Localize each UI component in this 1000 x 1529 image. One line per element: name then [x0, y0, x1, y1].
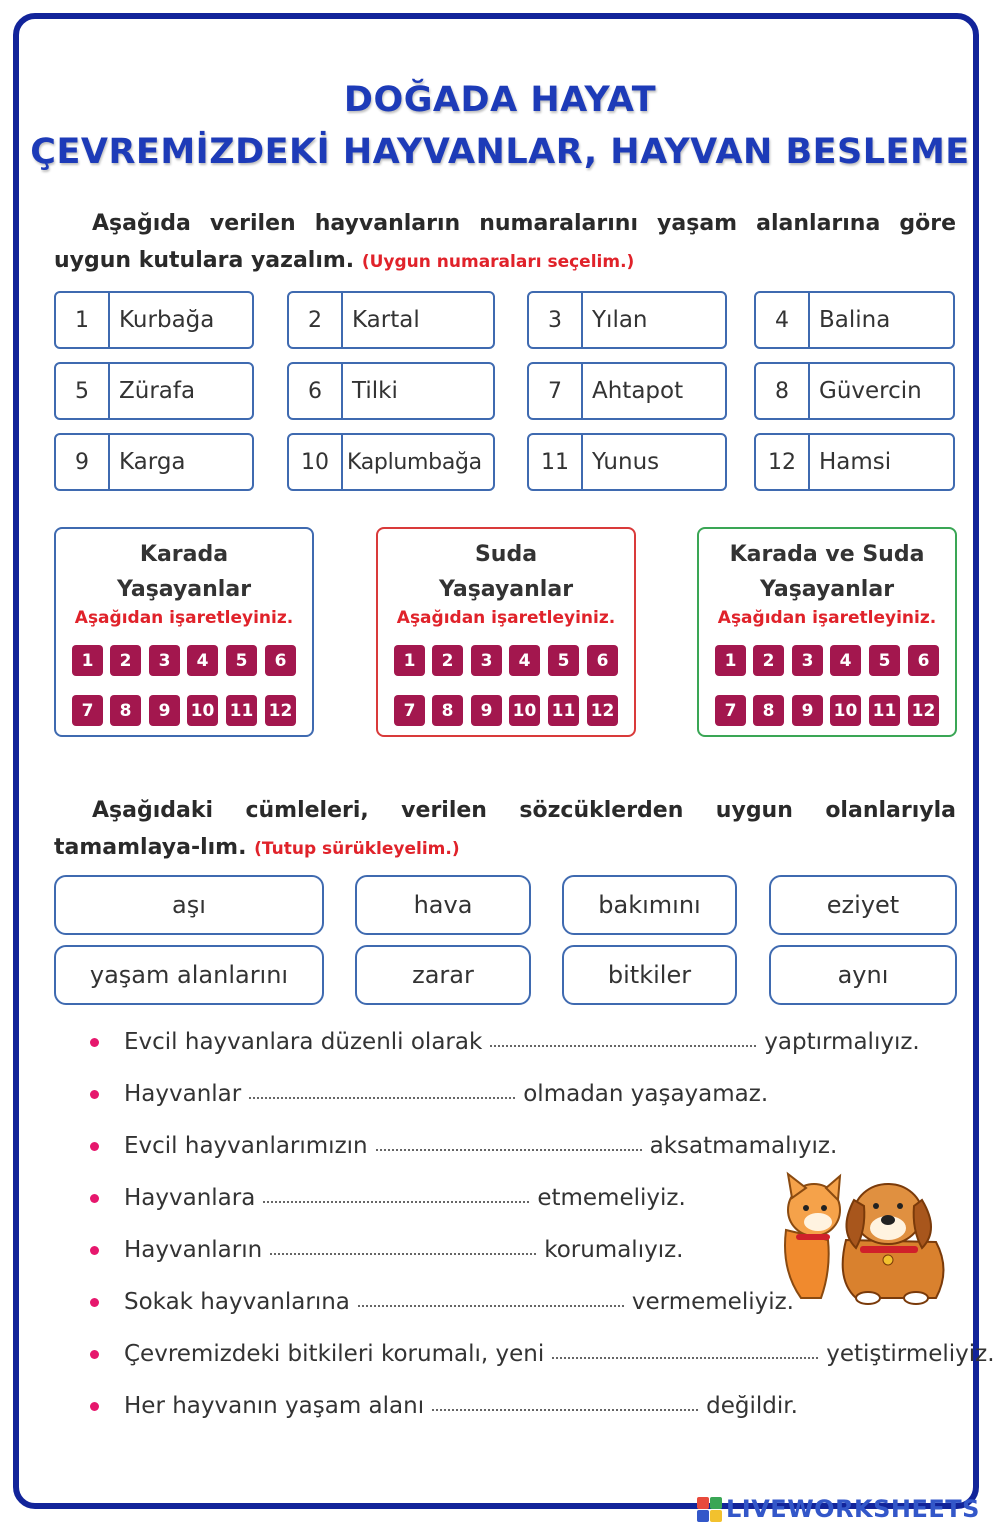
word-chip-5[interactable]: yaşam alanlarını — [54, 945, 324, 1005]
animal-item-9 — [54, 433, 254, 491]
animal-number: 11 — [529, 435, 583, 489]
bullet-icon — [90, 1350, 99, 1359]
group-3 — [697, 527, 957, 737]
section2-instruction-text: Aşağıdaki cümleleri, verilen sözcüklerden uygun olanlarıyla tamamlaya-lım. — [54, 798, 956, 860]
animal-name: Kaplumbağa — [347, 449, 482, 475]
number-chip-2[interactable]: 2 — [110, 645, 141, 676]
sentence-end: olmadan yaşayamaz. — [523, 1081, 769, 1107]
group-instruction: Aşağıdan işaretleyiniz. — [396, 608, 616, 628]
sentence-2 — [90, 1079, 768, 1109]
group-title — [699, 537, 955, 607]
section2-hint: (Tutup sürükleyelim.) — [254, 839, 460, 859]
sentence-7 — [90, 1339, 995, 1369]
section1-instruction — [54, 205, 956, 281]
bullet-icon — [90, 1194, 99, 1203]
sentence-3 — [90, 1131, 837, 1161]
sentence-end: yaptırmalıyız. — [764, 1029, 920, 1055]
group-title — [56, 537, 312, 607]
bullet-icon — [90, 1142, 99, 1151]
animal-item-5 — [54, 362, 254, 420]
sentence-end: etmemeliyiz. — [537, 1185, 686, 1211]
number-chip-5[interactable]: 5 — [869, 645, 900, 676]
animal-item-8 — [754, 362, 955, 420]
animal-item-7 — [527, 362, 727, 420]
number-chip-1[interactable]: 1 — [715, 645, 746, 676]
animal-name: Zürafa — [119, 378, 196, 404]
animal-number: 8 — [756, 364, 810, 418]
number-chip-11[interactable]: 11 — [869, 695, 900, 726]
page-subtitle: ÇEVREMİZDEKİ HAYVANLAR, HAYVAN BESLEME — [30, 132, 970, 172]
word-chip-6[interactable]: zarar — [355, 945, 531, 1005]
number-chip-12[interactable]: 12 — [587, 695, 618, 726]
sentence-end: korumalıyız. — [544, 1237, 684, 1263]
number-chip-9[interactable]: 9 — [792, 695, 823, 726]
number-chip-1[interactable]: 1 — [72, 645, 103, 676]
number-chip-12[interactable]: 12 — [908, 695, 939, 726]
animal-item-2 — [287, 291, 495, 349]
bullet-icon — [90, 1038, 99, 1047]
sentence-5 — [90, 1235, 683, 1265]
brand-name: LIVEWORKSHEETS — [726, 1495, 980, 1523]
sentence-start: Hayvanlara — [124, 1185, 256, 1211]
number-chip-12[interactable]: 12 — [265, 695, 296, 726]
sentence-end: yetiştirmeliyiz. — [826, 1341, 995, 1367]
brand-logo-icon — [697, 1497, 722, 1522]
word-chip-4[interactable]: eziyet — [769, 875, 957, 935]
animal-name: Yılan — [592, 307, 648, 333]
number-chip-1[interactable]: 1 — [394, 645, 425, 676]
number-chip-4[interactable]: 4 — [830, 645, 861, 676]
animal-name: Güvercin — [819, 378, 922, 404]
animal-number: 7 — [529, 364, 583, 418]
number-chip-4[interactable]: 4 — [509, 645, 540, 676]
animal-number: 2 — [289, 293, 343, 347]
animal-name: Kartal — [352, 307, 420, 333]
animal-number: 4 — [756, 293, 810, 347]
animal-name: Tilki — [352, 378, 398, 404]
sentence-end: değildir. — [706, 1393, 798, 1419]
number-chip-8[interactable]: 8 — [753, 695, 784, 726]
word-chip-8[interactable]: aynı — [769, 945, 957, 1005]
animal-item-4 — [754, 291, 955, 349]
number-chip-9[interactable]: 9 — [471, 695, 502, 726]
number-chip-10[interactable]: 10 — [187, 695, 218, 726]
word-chip-2[interactable]: hava — [355, 875, 531, 935]
number-chip-4[interactable]: 4 — [187, 645, 218, 676]
answer-blank[interactable] — [249, 1079, 515, 1099]
number-chip-5[interactable]: 5 — [226, 645, 257, 676]
sentence-start: Evcil hayvanlarımızın — [124, 1133, 368, 1159]
number-chip-8[interactable]: 8 — [110, 695, 141, 726]
animal-name: Kurbağa — [119, 307, 215, 333]
bullet-icon — [90, 1090, 99, 1099]
sentence-start: Hayvanlar — [124, 1081, 242, 1107]
group-title — [378, 537, 634, 607]
animal-item-12 — [754, 433, 955, 491]
animal-number: 3 — [529, 293, 583, 347]
number-chip-11[interactable]: 11 — [548, 695, 579, 726]
number-chip-10[interactable]: 10 — [509, 695, 540, 726]
group-title-line1: Karada ve Suda — [729, 542, 925, 567]
number-chip-6[interactable]: 6 — [265, 645, 296, 676]
sentence-start: Hayvanların — [124, 1237, 263, 1263]
number-chip-6[interactable]: 6 — [587, 645, 618, 676]
number-chip-7[interactable]: 7 — [72, 695, 103, 726]
animal-number: 5 — [56, 364, 110, 418]
number-chip-2[interactable]: 2 — [432, 645, 463, 676]
answer-blank[interactable] — [490, 1027, 756, 1047]
sentence-start: Çevremizdeki bitkileri korumalı, yeni — [124, 1341, 545, 1367]
animal-item-3 — [527, 291, 727, 349]
number-chip-11[interactable]: 11 — [226, 695, 257, 726]
number-chip-3[interactable]: 3 — [792, 645, 823, 676]
word-chip-1[interactable]: aşı — [54, 875, 324, 935]
answer-blank[interactable] — [376, 1131, 642, 1151]
group-1 — [54, 527, 314, 737]
animal-item-10 — [287, 433, 495, 491]
group-title-line2: Yaşayanlar — [438, 577, 574, 602]
group-title-line1: Suda — [474, 542, 538, 567]
animal-name: Hamsi — [819, 449, 892, 475]
sentence-6 — [90, 1287, 794, 1317]
word-chip-3[interactable]: bakımını — [562, 875, 737, 935]
group-instruction: Aşağıdan işaretleyiniz. — [717, 608, 937, 628]
sentence-end: aksatmamalıyız. — [649, 1133, 838, 1159]
answer-blank[interactable] — [432, 1391, 698, 1411]
page-title: DOĞADA HAYAT — [343, 80, 657, 120]
brand-logo — [697, 1495, 980, 1523]
sentence-start: Evcil hayvanlara düzenli olarak — [124, 1029, 483, 1055]
sentence-1 — [90, 1027, 920, 1057]
animal-number: 6 — [289, 364, 343, 418]
number-chip-5[interactable]: 5 — [548, 645, 579, 676]
sentence-start: Her hayvanın yaşam alanı — [124, 1393, 425, 1419]
section1-hint: (Uygun numaraları seçelim.) — [361, 252, 635, 272]
section1-instruction-text: Aşağıda verilen hayvanların numaralarını yaşam alanlarına göre uygun kutulara yazalım. — [54, 211, 956, 273]
sentence-start: Sokak hayvanlarına — [124, 1289, 350, 1315]
sentence-8 — [90, 1391, 798, 1421]
animal-number: 1 — [56, 293, 110, 347]
number-chip-8[interactable]: 8 — [432, 695, 463, 726]
answer-blank[interactable] — [263, 1183, 529, 1203]
number-chip-9[interactable]: 9 — [149, 695, 180, 726]
answer-blank[interactable] — [358, 1287, 624, 1307]
group-instruction: Aşağıdan işaretleyiniz. — [74, 608, 294, 628]
number-chip-3[interactable]: 3 — [149, 645, 180, 676]
cat-and-dog-illustration — [776, 1170, 956, 1306]
animal-name: Balina — [819, 307, 891, 333]
group-2 — [376, 527, 636, 737]
animal-name: Karga — [119, 449, 186, 475]
group-title-line2: Yaşayanlar — [759, 577, 895, 602]
answer-blank[interactable] — [552, 1339, 818, 1359]
number-chip-6[interactable]: 6 — [908, 645, 939, 676]
animal-number: 9 — [56, 435, 110, 489]
animal-name: Ahtapot — [592, 378, 684, 404]
cat-icon — [785, 1174, 840, 1298]
bullet-icon — [90, 1298, 99, 1307]
bullet-icon — [90, 1402, 99, 1411]
animal-item-11 — [527, 433, 727, 491]
number-chip-3[interactable]: 3 — [471, 645, 502, 676]
animal-item-1 — [54, 291, 254, 349]
animal-item-6 — [287, 362, 495, 420]
group-title-line1: Karada — [139, 542, 229, 567]
animal-number: 10 — [289, 435, 343, 489]
animal-name: Yunus — [592, 449, 660, 475]
group-title-line2: Yaşayanlar — [116, 577, 252, 602]
word-chip-7[interactable]: bitkiler — [562, 945, 737, 1005]
number-chip-7[interactable]: 7 — [394, 695, 425, 726]
dog-icon — [843, 1184, 944, 1304]
number-chip-2[interactable]: 2 — [753, 645, 784, 676]
bullet-icon — [90, 1246, 99, 1255]
number-chip-10[interactable]: 10 — [830, 695, 861, 726]
number-chip-7[interactable]: 7 — [715, 695, 746, 726]
sentence-end: vermemeliyiz. — [631, 1289, 794, 1315]
animal-number: 12 — [756, 435, 810, 489]
sentence-4 — [90, 1183, 686, 1213]
section2-instruction — [54, 792, 956, 868]
answer-blank[interactable] — [270, 1235, 536, 1255]
